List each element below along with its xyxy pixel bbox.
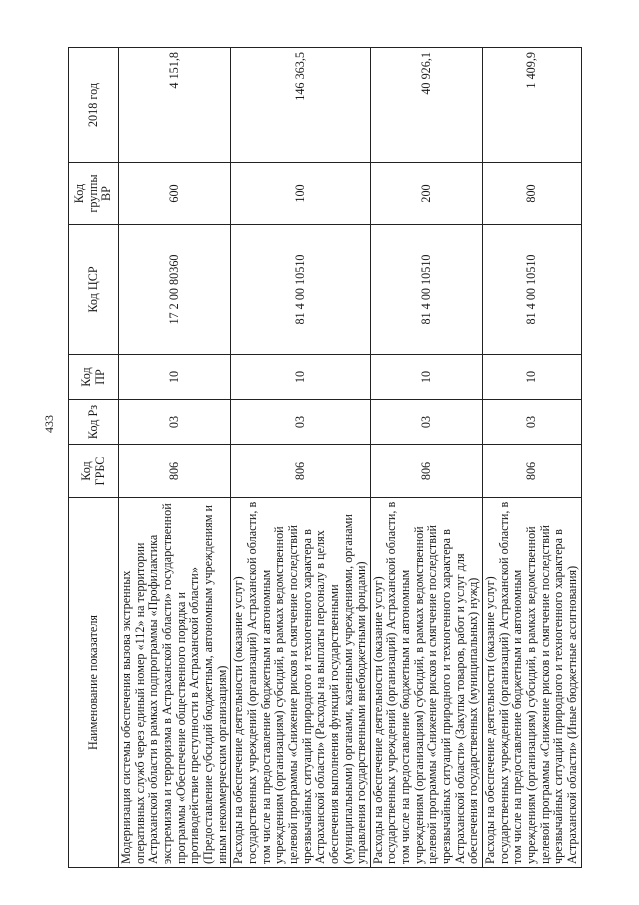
row-csr: 81 4 00 10510 — [370, 225, 482, 355]
row-amount: 40 926,1 — [370, 48, 482, 163]
row-pr: 10 — [483, 355, 582, 400]
budget-table-sheet — [68, 48, 579, 868]
header-rz: Код Рз — [69, 400, 119, 445]
table-row — [231, 48, 371, 868]
row-name: Расходы на обеспечение деятельности (оказание услуг) государственных учреждений (организаций) Астраханской области, в том числе на предоставление бюджетным и автономным учреждениям (организациям) субсидий, в рамках ведомственной целевой программы «Снижение рисков и смягчение последствий чрезвычайных ситуаций природного и техногенного характера в Астраханской области» (Расходы на выплаты персоналу в целях обеспечения выполнения функций государственными (муниципальными) органами, казенными учреждениями, органами управления государственными внебюджетными фондами) — [231, 498, 371, 868]
row-name: Расходы на обеспечение деятельности (оказание услуг) государственных учреждений (организаций) Астраханской области, в том числе на предоставление бюджетным и автономным учреждениям (организациям) субсидий, в рамках ведомственной целевой программы «Снижение рисков и смягчение последствий чрезвычайных ситуаций природного и техногенного характера в Астраханской области» (Иные бюджетные ассигнования) — [483, 498, 582, 868]
row-pr: 10 — [370, 355, 482, 400]
row-vr: 100 — [231, 163, 371, 225]
row-rz: 03 — [119, 400, 231, 445]
header-grbs: Код ГРБС — [69, 445, 119, 498]
row-rz: 03 — [370, 400, 482, 445]
row-grbs: 806 — [370, 445, 482, 498]
table-header-row — [69, 48, 119, 868]
header-pr: Код ПР — [69, 355, 119, 400]
row-csr: 17 2 00 80360 — [119, 225, 231, 355]
table-row — [370, 48, 482, 868]
row-amount: 1 409,9 — [483, 48, 582, 163]
page-number: 433 — [42, 415, 56, 433]
header-csr: Код ЦСР — [69, 225, 119, 355]
row-rz: 03 — [231, 400, 371, 445]
row-csr: 81 4 00 10510 — [231, 225, 371, 355]
table-row — [483, 48, 582, 868]
row-amount: 4 151,8 — [119, 48, 231, 163]
row-vr: 200 — [370, 163, 482, 225]
row-vr: 800 — [483, 163, 582, 225]
row-csr: 81 4 00 10510 — [483, 225, 582, 355]
header-name: Наименование показателя — [69, 498, 119, 868]
table-row — [119, 48, 231, 868]
budget-table — [68, 47, 582, 868]
row-amount: 146 363,5 — [231, 48, 371, 163]
row-grbs: 806 — [483, 445, 582, 498]
row-grbs: 806 — [231, 445, 371, 498]
row-vr: 600 — [119, 163, 231, 225]
row-name: Расходы на обеспечение деятельности (оказание услуг) государственных учреждений (организаций) Астраханской области, в том числе на предоставление бюджетным и автономным учреждениям (организациям) субсидий, в рамках ведомственной целевой программы «Снижение рисков и смягчение последствий чрезвычайных ситуаций природного и техногенного характера в Астраханской области» (Закупка товаров, работ и услуг для обеспечения государственных (муниципальных) нужд) — [370, 498, 482, 868]
row-name: Модернизация системы обеспечения вызова экстренных оперативных служб через единый номер «112» на территории Астраханской области в рамках подпрограммы «Профилактика экстремизма и терроризма в Астраханской области» государственной программы «Обеспечение общественного порядка и противодействие преступности в Астраханской области» (Предоставление субсидий бюджетным, автономным учреждениям и иным некоммерческим организациям) — [119, 498, 231, 868]
header-vr: Код группы ВР — [69, 163, 119, 225]
row-rz: 03 — [483, 400, 582, 445]
header-year: 2018 год — [69, 48, 119, 163]
row-grbs: 806 — [119, 445, 231, 498]
row-pr: 10 — [231, 355, 371, 400]
row-pr: 10 — [119, 355, 231, 400]
